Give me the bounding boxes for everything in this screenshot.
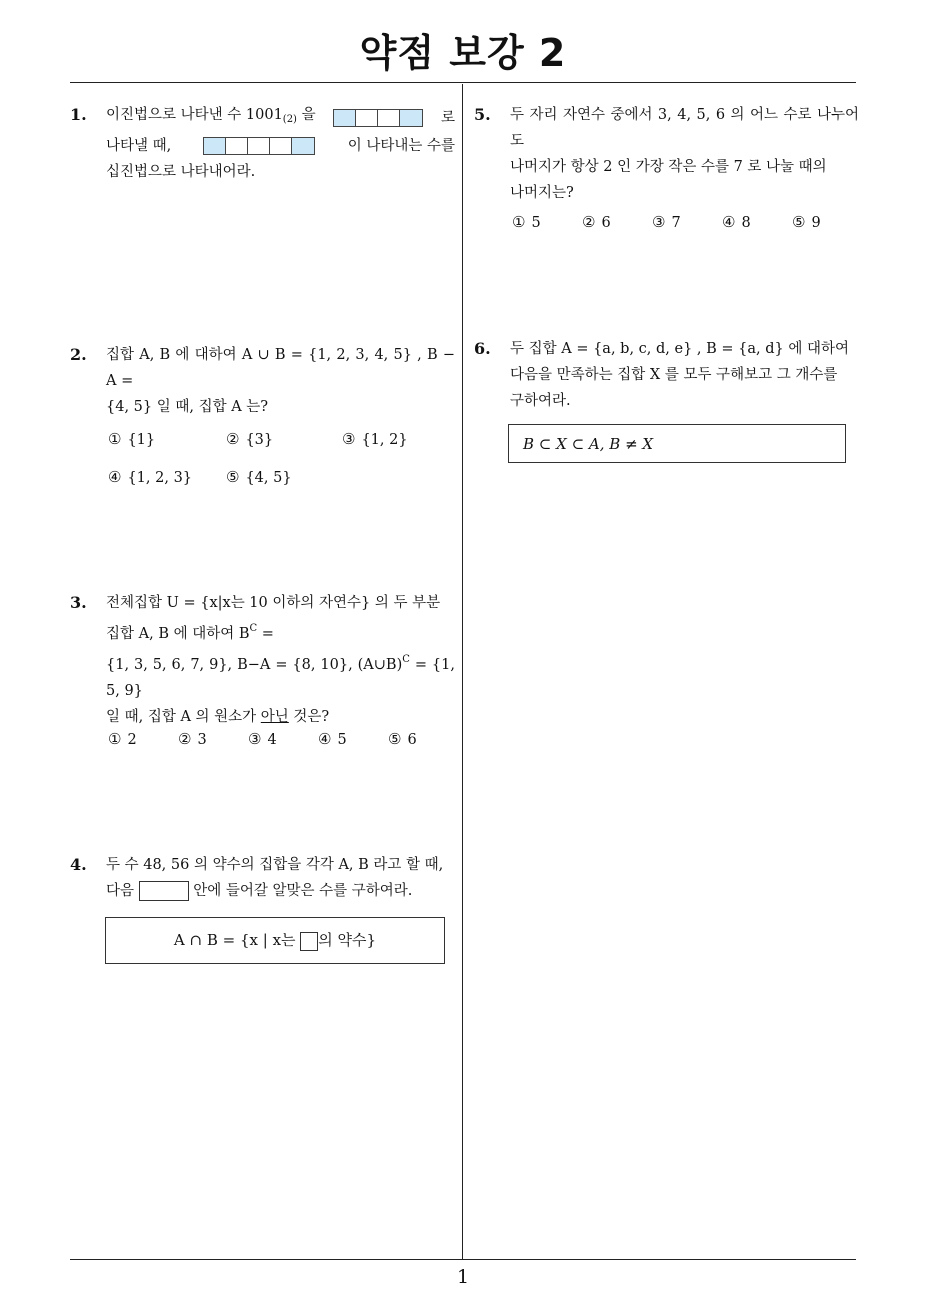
q3-text-2: 집합 A, B 에 대하여 B (106, 626, 250, 642)
q5-text-2: 나머지가 항상 2 인 가장 작은 수를 7 로 나눌 때의 (510, 159, 827, 175)
q6-condition-box (508, 424, 846, 463)
question-number: 2. (70, 345, 87, 364)
question-text (106, 852, 455, 904)
question-1 (70, 102, 455, 185)
q3-text-4: 일 때, 집합 A 의 원소가 (106, 709, 261, 725)
q5-text-3: 나머지는? (510, 185, 574, 201)
choice-2[interactable]: ② 6 (582, 213, 611, 231)
underlined-word: 아닌 (260, 709, 289, 725)
condition-text-1: A ∩ B = {x | x는 (173, 931, 296, 949)
digit-box (378, 110, 400, 126)
condition-text: B ⊂ X ⊂ A, B ≠ X (523, 435, 654, 453)
page-number: 1 (456, 1266, 470, 1288)
q5-text-1: 두 자리 자연수 중에서 3, 4, 5, 6 의 어느 수로 나누어도 (510, 107, 859, 149)
answer-blank (139, 881, 189, 901)
q4-text-3: 안에 들어갈 알맞은 수를 구하여라. (193, 883, 413, 899)
condition-blank (300, 932, 318, 951)
page-title: 약점 보강 2 (359, 31, 567, 75)
q4-condition-box (105, 917, 445, 964)
question-number: 1. (70, 105, 87, 124)
choice-3[interactable]: ③ 4 (248, 730, 277, 748)
binary-box-row-1 (333, 109, 423, 127)
digit-box (270, 138, 292, 154)
binary-box-row-2 (203, 137, 315, 155)
question-number: 4. (70, 855, 87, 874)
choice-1[interactable]: ① 5 (512, 213, 541, 231)
footer-rule (70, 1259, 856, 1260)
choice-3[interactable]: ③ 7 (652, 213, 681, 231)
question-text: 전체집합 U = {x|x는 10 이하의 자연수} 의 두 부분 집합 A, B 에 대하여 $B^C$ = {1, 3, 5, 6, 7, 9}, B−A = {8, 10}, (A∪B)$^C$ = {1, 5, 9} 일 때, 집합 A 의 원소가 아닌 것은? (106, 590, 455, 730)
condition-text-2: 의 약수} (318, 931, 377, 949)
q1-text-2: 을 (296, 107, 316, 123)
choice-1[interactable]: ① 2 (108, 730, 137, 748)
q6-text-2: 다음을 만족하는 집합 X 를 모두 구해보고 그 개수를 (510, 367, 838, 383)
digit-box (226, 138, 248, 154)
complement-superscript: C (402, 654, 410, 665)
question-text (510, 336, 859, 414)
digit-box (356, 110, 378, 126)
question-3 (70, 590, 455, 730)
column-divider (462, 84, 463, 1259)
choice-4[interactable]: ④ 5 (318, 730, 347, 748)
q1-subscript: (2) (282, 114, 297, 125)
choice-1[interactable]: ① {1} (108, 430, 156, 448)
choice-2[interactable]: ② 3 (178, 730, 207, 748)
choice-5[interactable]: ⑤ 6 (388, 730, 417, 748)
q1-text-5: 이 나타내는 수를 (347, 138, 455, 154)
choice-4[interactable]: ④ 8 (722, 213, 751, 231)
question-number: 3. (70, 593, 87, 612)
question-text (510, 102, 859, 206)
question-text (106, 342, 455, 420)
q6-text-3: 구하여라. (510, 393, 571, 409)
choice-4[interactable]: ④ {1, 2, 3} (108, 468, 193, 486)
complement-superscript: C (249, 623, 258, 634)
question-text (106, 102, 455, 185)
header-rule (70, 82, 856, 83)
q6-text-1: 두 집합 A = {a, b, c, d, e} , B = {a, d} 에 대하여 (510, 341, 850, 357)
q2-text-1: 집합 A, B 에 대하여 A ∪ B = {1, 2, 3, 4, 5} , B − A = (106, 347, 455, 389)
choice-2[interactable]: ② {3} (226, 430, 274, 448)
digit-box (292, 138, 314, 154)
digit-box (204, 138, 226, 154)
question-5 (474, 102, 859, 206)
choice-3[interactable]: ③ {1, 2} (342, 430, 408, 448)
choice-5[interactable]: ⑤ 9 (792, 213, 821, 231)
question-2 (70, 342, 455, 420)
digit-box (400, 110, 422, 126)
q3-text-1: 전체집합 U = {x|x는 10 이하의 자연수} 의 두 부분 (106, 595, 441, 611)
question-number: 5. (474, 105, 491, 124)
q1-text-6: 십진법으로 나타내어라. (106, 164, 256, 180)
q1-text-3: 로 (440, 109, 455, 126)
choice-5[interactable]: ⑤ {4, 5} (226, 468, 292, 486)
q3-text-3: {1, 3, 5, 6, 7, 9}, B−A = {8, 10}, (A∪B) (106, 657, 403, 673)
question-6 (474, 336, 859, 414)
digit-box (334, 110, 356, 126)
question-4 (70, 852, 455, 904)
digit-box (248, 138, 270, 154)
q4-text-1: 두 수 48, 56 의 약수의 집합을 각각 A, B 라고 할 때, (106, 857, 444, 873)
q1-text-4: 나타낼 때, (106, 138, 172, 154)
question-number: 6. (474, 339, 491, 358)
q4-text-2: 다음 (106, 883, 135, 899)
q1-text-1: 이진법으로 나타낸 수 1001 (106, 107, 283, 123)
q2-text-2: {4, 5} 일 때, 집합 A 는? (106, 399, 269, 415)
